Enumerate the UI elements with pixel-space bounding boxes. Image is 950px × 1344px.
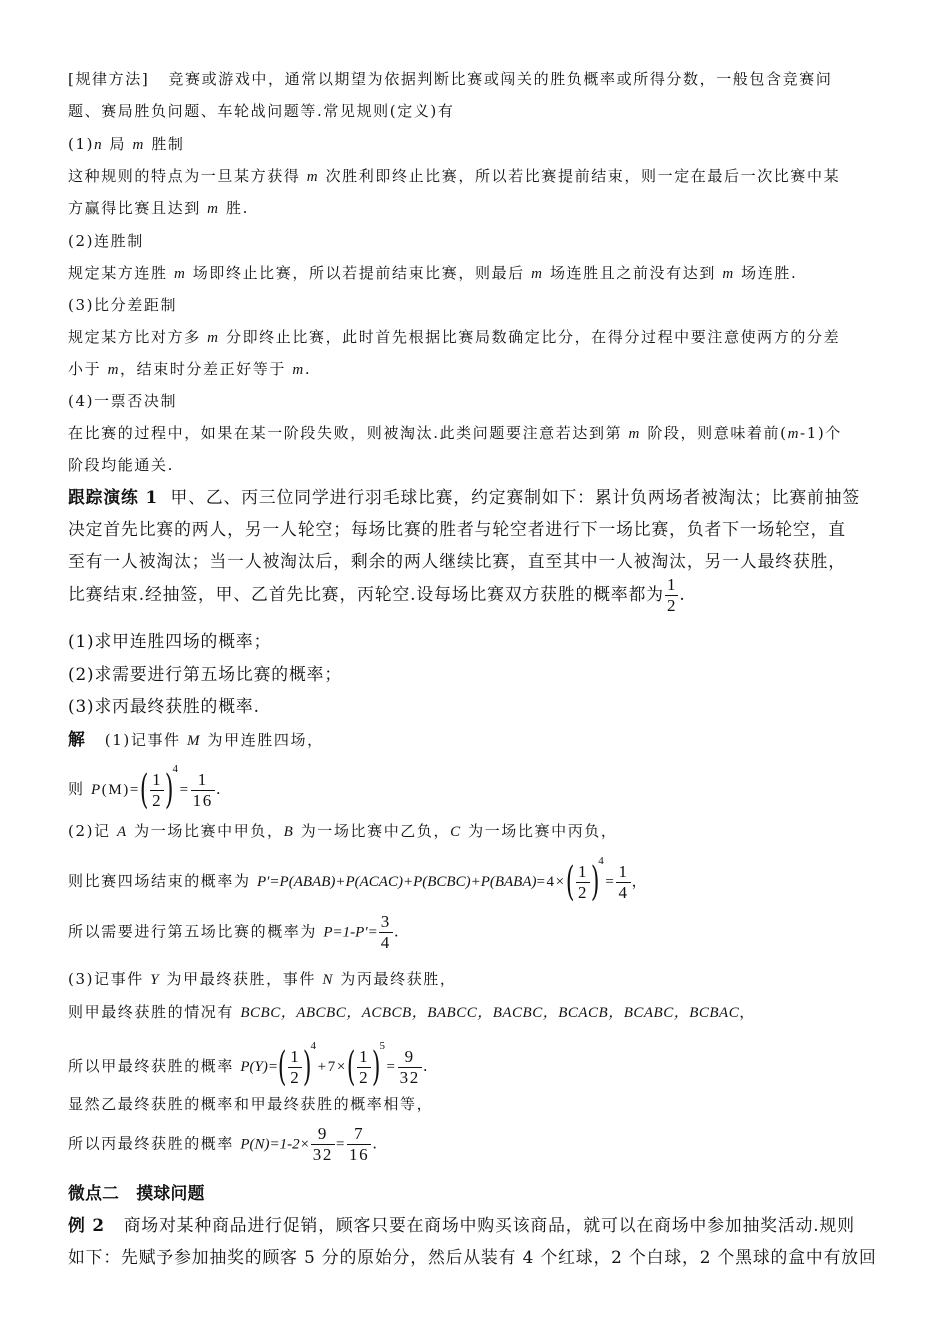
- var-A: A: [117, 824, 128, 840]
- frac-numerator: 3: [380, 912, 391, 931]
- s2-a: (2)记: [68, 822, 118, 840]
- frac-denominator: 2: [290, 1067, 301, 1087]
- rule1-l1-a: 这种规则的特点为一旦某方获得: [68, 167, 307, 185]
- var-m: m: [207, 201, 220, 217]
- s2-times-four: =4×: [536, 874, 566, 890]
- rule1-line2: [68, 197, 249, 220]
- rule2-l1-c: 场连胜且之前没有达到: [543, 264, 723, 282]
- frac-denominator: 32: [312, 1145, 333, 1164]
- frac-numerator: 1: [290, 1046, 301, 1066]
- frac-numerator: 7: [347, 1125, 371, 1145]
- s1-b: 为甲连胜四场，: [201, 731, 324, 749]
- rule2-l1-a: 规定某方连胜: [68, 264, 174, 282]
- var-m: m: [173, 266, 187, 282]
- var-m: m: [722, 266, 735, 282]
- rule4-l1-c: -1)个: [800, 424, 842, 442]
- var-m: m: [292, 362, 305, 378]
- rule4-heading-text: (4)一票否决制: [68, 392, 178, 410]
- solution-3-line5: [68, 1125, 379, 1164]
- fraction-nine-32: [311, 1125, 335, 1164]
- right-paren: ): [303, 1044, 313, 1090]
- frac-numerator: 9: [398, 1048, 422, 1068]
- rule4-line1: [68, 422, 842, 445]
- s3-l3-a: 所以甲最终获胜的概率: [68, 1057, 241, 1075]
- s2-expression: P′=P(ABAB)+P(ACAC)+P(BCBC)+P(BABA): [256, 874, 537, 890]
- var-m: m: [306, 169, 320, 185]
- frac-denominator: 16: [349, 1145, 370, 1164]
- equals: =: [179, 782, 190, 798]
- solution-3-line4: [68, 1093, 433, 1115]
- s3-cases: BCBC，ABCBC，ACBCB，BABCC，BACBC，BCACB，BCABC，BCBAC: [240, 1005, 740, 1021]
- rule1-mid: 局: [103, 135, 133, 153]
- frac-numerator: 1: [359, 1046, 370, 1066]
- exponent: 4: [598, 855, 606, 867]
- question-3: [68, 695, 260, 717]
- s3-l4: 显然乙最终获胜的概率和甲最终获胜的概率相等，: [68, 1095, 434, 1113]
- rule-method-line2: [68, 100, 454, 122]
- rule1-suffix: 胜制: [144, 135, 185, 153]
- solution-1-equation: [68, 758, 223, 813]
- solution-3-line2: [68, 1001, 756, 1024]
- rule3-l2-b: ，结束时分差正好等于: [120, 360, 293, 378]
- s2-d: 为一场比赛中丙负，: [461, 822, 618, 840]
- fraction-result: [398, 1048, 422, 1087]
- s3-PY: P(Y)=: [240, 1059, 278, 1075]
- exercise-line3: [68, 550, 846, 572]
- exercise-l2: 决定首先比赛的两人，另一人轮空；每场比赛的胜者与轮空者进行下一场比赛，负者下一场轮空，直: [68, 519, 846, 539]
- exercise-l4: 比赛结束.经抽签，甲、乙首先比赛，丙轮空.设每场比赛双方获胜的概率都为: [68, 584, 664, 604]
- question-1-text: (1)求甲连胜四场的概率；: [68, 631, 272, 651]
- rule2-line1: [68, 262, 797, 285]
- rule3-l2-a: 小于: [68, 360, 108, 378]
- solution-label: 解: [68, 729, 86, 749]
- var-n: n: [94, 137, 104, 153]
- fraction-one-half: [357, 1048, 371, 1087]
- rule-method-text: 竞赛或游戏中，通常以期望为依据判断比赛或闯关的胜负概率或所得分数，一般包含竞赛问: [168, 70, 833, 88]
- question-3-text: (3)求丙最终获胜的概率.: [68, 696, 260, 716]
- rule2-heading-text: (2)连胜制: [68, 232, 144, 250]
- frac-denominator: 4: [380, 933, 391, 952]
- exercise-label: 跟踪演练 1: [68, 487, 159, 507]
- frac-numerator: 1: [577, 861, 589, 881]
- exponent: 4: [310, 1040, 318, 1052]
- rule3-l2-c: .: [304, 360, 312, 378]
- right-paren: ): [590, 859, 601, 905]
- rule4-line2: [68, 454, 174, 476]
- rule2-l1-d: 场连胜.: [734, 264, 798, 282]
- example2-l1: 商场对某种商品进行促销，顾客只要在商场中购买该商品，就可以在商场中参加抽奖活动.规则: [123, 1215, 855, 1235]
- frac-numerator: 1: [666, 575, 677, 594]
- frac-denominator: 32: [399, 1067, 420, 1087]
- question-2: [68, 663, 342, 685]
- period: .: [679, 584, 686, 604]
- exercise-line2: [68, 518, 846, 540]
- rule-method-text2: 题、赛局胜负问题、车轮战问题等.常见规则(定义)有: [68, 102, 455, 120]
- exponent: 5: [379, 1040, 387, 1052]
- rule1-l2-b: 胜.: [219, 199, 249, 217]
- fraction-result: [347, 1125, 371, 1164]
- rule1-heading: [68, 133, 185, 156]
- rule1-line1: [68, 165, 840, 188]
- fraction-result: [379, 913, 393, 952]
- fraction-one-half: [150, 771, 164, 810]
- left-paren: (: [277, 1044, 288, 1090]
- s3-c: 为丙最终获胜，: [333, 970, 457, 988]
- frac-numerator: 1: [152, 769, 163, 789]
- example2-l2: 如下：先赋予参加抽奖的顾客 5 分的原始分，然后从装有 4 个红球，2 个白球，2 个黑球的盒中有放回: [68, 1247, 877, 1267]
- var-m: m: [628, 426, 641, 442]
- rule-method-tag: [规律方法]: [68, 70, 150, 88]
- s1-a: (1)记事件: [104, 731, 188, 749]
- s2-l3-expression: P=1-P′=: [323, 924, 378, 941]
- exercise-line1: [68, 486, 860, 508]
- frac-numerator: 1: [618, 861, 629, 881]
- var-M: M: [187, 733, 202, 749]
- rule3-l1-a: 规定某方比对方多: [68, 328, 208, 346]
- s3-l2-a: 则甲最终获胜的情况有: [68, 1003, 241, 1021]
- exercise-l3: 至有一人被淘汰；当一人被淘汰后，剩余的两人继续比赛，直至其中一人被淘汰，另一人最终获胜，: [68, 551, 846, 571]
- rule3-l1-b: 分即终止比赛，此时首先根据比赛局数确定比分，在得分过程中要注意使两方的分差: [219, 328, 841, 346]
- solution-1-line1: [68, 728, 324, 752]
- s1-eq-paren: (M)=: [101, 782, 140, 798]
- var-C: C: [450, 824, 462, 840]
- var-Y: Y: [150, 972, 161, 988]
- rule3-line2: [68, 358, 311, 381]
- s2-c: 为一场比赛中乙负，: [294, 822, 451, 840]
- frac-denominator: 16: [192, 790, 213, 810]
- left-paren: (: [139, 767, 150, 813]
- frac-denominator: 2: [666, 596, 677, 615]
- period: .: [215, 780, 223, 798]
- s3-PN: P(N)=1-2×: [240, 1136, 310, 1153]
- rule1-l1-b: 次胜利即终止比赛，所以若比赛提前结束，则一定在最后一次比赛中某: [319, 167, 841, 185]
- s2-b: 为一场比赛中甲负，: [127, 822, 284, 840]
- frac-denominator: 4: [618, 882, 629, 902]
- fraction-result: [191, 771, 215, 810]
- s3-l5-a: 所以丙最终获胜的概率: [68, 1134, 241, 1153]
- var-B: B: [283, 824, 295, 840]
- s2-l2-a: 则比赛四场结束的概率为: [68, 872, 257, 890]
- s3-a: (3)记事件: [68, 970, 151, 988]
- equals: =: [335, 1136, 347, 1153]
- right-paren: ): [165, 767, 175, 813]
- s1-eq-a: 则: [68, 780, 91, 798]
- equals: =: [386, 1059, 397, 1075]
- fraction-result: [616, 863, 630, 902]
- var-m: m: [107, 362, 121, 378]
- equals: =: [605, 874, 616, 890]
- section-heading: [68, 1182, 205, 1204]
- solution-3-line1: [68, 968, 457, 991]
- rule4-l1-b: 阶段，则意味着前(: [640, 424, 788, 442]
- var-m: m: [531, 266, 544, 282]
- rule-method-line1: [68, 68, 832, 90]
- var-N: N: [322, 972, 334, 988]
- frac-numerator: 1: [191, 771, 215, 791]
- fraction-one-half: [288, 1048, 302, 1087]
- right-paren: ): [372, 1044, 382, 1090]
- fraction-one-half: [665, 576, 678, 615]
- rule2-l1-b: 场即终止比赛，所以若提前结束比赛，则最后: [186, 264, 532, 282]
- left-paren: (: [565, 859, 576, 905]
- comma: ，: [739, 1003, 756, 1021]
- exercise-line4: [68, 576, 686, 615]
- example2-line2: [68, 1246, 877, 1268]
- var-m: m: [132, 137, 145, 153]
- frac-denominator: 2: [577, 882, 589, 902]
- left-paren: (: [346, 1044, 357, 1090]
- var-P: P: [90, 782, 102, 798]
- frac-numerator: 9: [311, 1125, 335, 1145]
- section-heading-text: 微点二 摸球问题: [68, 1183, 205, 1203]
- question-2-text: (2)求需要进行第五场比赛的概率；: [68, 664, 343, 684]
- exercise-l1: 甲、乙、丙三位同学进行羽毛球比赛，约定赛制如下：累计负两场者被淘汰；比赛前抽签: [170, 487, 861, 507]
- period: .: [393, 922, 401, 941]
- comma: ，: [631, 872, 649, 890]
- var-m: m: [787, 426, 801, 442]
- s3-b: 为甲最终获胜，事件: [160, 970, 323, 988]
- rule3-heading: [68, 294, 177, 316]
- fraction-one-half: [576, 863, 590, 902]
- frac-denominator: 2: [152, 790, 163, 810]
- rule3-heading-text: (3)比分差距制: [68, 296, 178, 314]
- frac-denominator: 2: [359, 1067, 370, 1087]
- rule4-heading: [68, 390, 177, 412]
- example-label: 例 2: [68, 1215, 106, 1235]
- rule4-l2: 阶段均能通关.: [68, 456, 174, 474]
- rule1-l2-a: 方赢得比赛且达到: [68, 199, 208, 217]
- s2-l3-a: 所以需要进行第五场比赛的概率为: [68, 922, 324, 941]
- var-m: m: [207, 330, 220, 346]
- period: .: [422, 1057, 430, 1075]
- rule4-l1-a: 在比赛的过程中，如果在某一阶段失败，则被淘汰.此类问题要注意若达到第: [68, 424, 629, 442]
- solution-2-line2: [68, 850, 649, 905]
- question-1: [68, 630, 271, 652]
- exponent: 4: [172, 763, 180, 775]
- solution-3-line3: [68, 1035, 430, 1090]
- rule2-heading: [68, 230, 144, 252]
- example2-line1: [68, 1214, 855, 1236]
- solution-2-line3: [68, 913, 400, 952]
- rule3-line1: [68, 326, 840, 349]
- plus-seven-times: +7×: [317, 1059, 347, 1075]
- period: .: [372, 1134, 379, 1153]
- rule1-prefix: (1): [68, 135, 95, 153]
- solution-2-line1: [68, 820, 618, 843]
